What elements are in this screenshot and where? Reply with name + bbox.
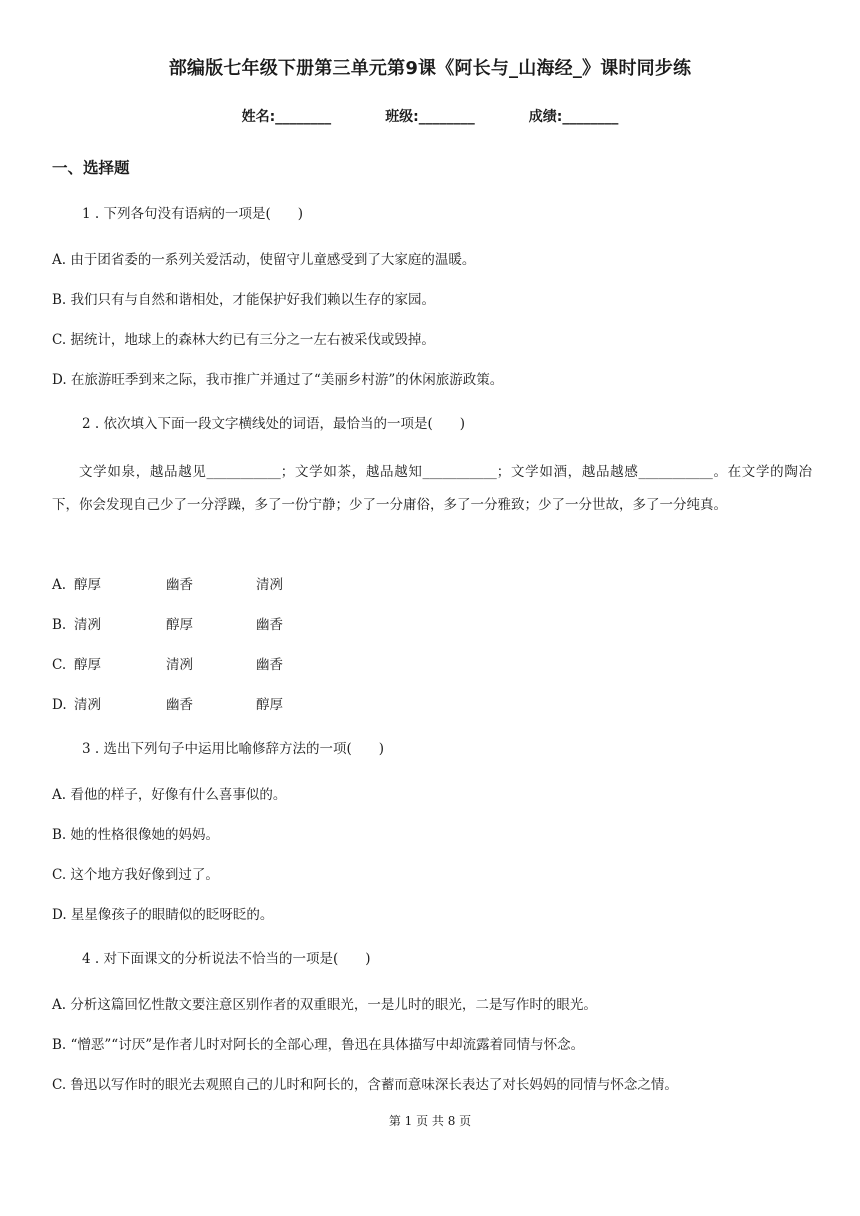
option-word: 幽香 — [256, 617, 283, 633]
question-1-option-c: C. 据统计，地球上的森林大约已有三分之一左右被采伐或毁掉。 — [52, 332, 435, 348]
option-word: 醇厚 — [74, 577, 101, 593]
option-letter: C. — [52, 657, 67, 673]
question-2-stem: 2 . 依次填入下面一段文字横线处的词语，最恰当的一项是( ) — [82, 416, 465, 432]
option-word: 醇厚 — [166, 617, 193, 633]
question-4-option-c: C. 鲁迅以写作时的眼光去观照自己的儿时和阿长的，含蓄而意味深长表达了对长妈妈的同情与怀念之情。 — [52, 1077, 678, 1093]
question-1-stem: 1 . 下列各句没有语病的一项是( ) — [82, 206, 303, 222]
page-title: 部编版七年级下册第三单元第9课《阿长与_山海经_》课时同步练 — [168, 58, 692, 79]
option-word: 幽香 — [256, 657, 283, 673]
question-2-option-c — [52, 655, 283, 675]
question-2-option-d — [52, 695, 283, 715]
student-info-row — [0, 106, 860, 126]
option-word: 醇厚 — [74, 657, 101, 673]
option-word: 幽香 — [166, 577, 193, 593]
option-word: 清冽 — [74, 697, 101, 713]
option-word: 幽香 — [166, 697, 193, 713]
question-3-option-d: D. 星星像孩子的眼睛似的眨呀眨的。 — [52, 907, 274, 923]
option-word: 清冽 — [256, 577, 283, 593]
section-title: 一、选择题 — [52, 159, 130, 177]
question-3-stem: 3 . 选出下列句子中运用比喻修辞方法的一项( ) — [82, 741, 384, 757]
question-4-option-b: B. “憎恶”“讨厌”是作者儿时对阿长的全部心理，鲁迅在具体描写中却流露着同情与怀念。 — [52, 1037, 585, 1053]
question-2-passage: 文学如泉，越品越见___________；文学如茶，越品越知___________；文学如酒，越品越感___________。在文学的陶冶下，你会发现自己少了一分浮躁，多了一份宁静；少了一分庸俗，多了一分雅致；少了一分世故，多了一分纯真。 — [52, 464, 812, 513]
question-4-stem: 4 . 对下面课文的分析说法不恰当的一项是( ) — [82, 951, 371, 967]
option-word: 清冽 — [74, 617, 101, 633]
option-letter: D. — [52, 697, 67, 713]
question-2-option-a — [52, 575, 283, 595]
page-number: 第 1 页 共 8 页 — [388, 1114, 472, 1128]
question-2-option-b — [52, 615, 283, 635]
option-word: 清冽 — [166, 657, 193, 673]
option-letter: A. — [52, 577, 67, 593]
question-1-option-a: A. 由于团省委的一系列关爱活动，使留守儿童感受到了大家庭的温暖。 — [52, 252, 476, 268]
question-1-option-b: B. 我们只有与自然和谐相处，才能保护好我们赖以生存的家园。 — [52, 292, 436, 308]
question-3-option-b: B. 她的性格很像她的妈妈。 — [52, 827, 220, 843]
name-field: 姓名:________ — [241, 109, 332, 125]
question-1-option-d: D. 在旅游旺季到来之际，我市推广并通过了“美丽乡村游”的休闲旅游政策。 — [52, 372, 504, 388]
question-3-option-c: C. 这个地方我好像到过了。 — [52, 867, 219, 883]
question-3-option-a: A. 看他的样子，好像有什么喜事似的。 — [52, 787, 287, 803]
option-word: 醇厚 — [256, 697, 283, 713]
option-letter: B. — [52, 617, 67, 633]
class-field: 班级:________ — [385, 109, 475, 125]
question-4-option-a: A. 分析这篇回忆性散文要注意区别作者的双重眼光，一是儿时的眼光，二是写作时的眼光。 — [52, 997, 597, 1013]
score-field: 成绩:________ — [528, 109, 619, 125]
